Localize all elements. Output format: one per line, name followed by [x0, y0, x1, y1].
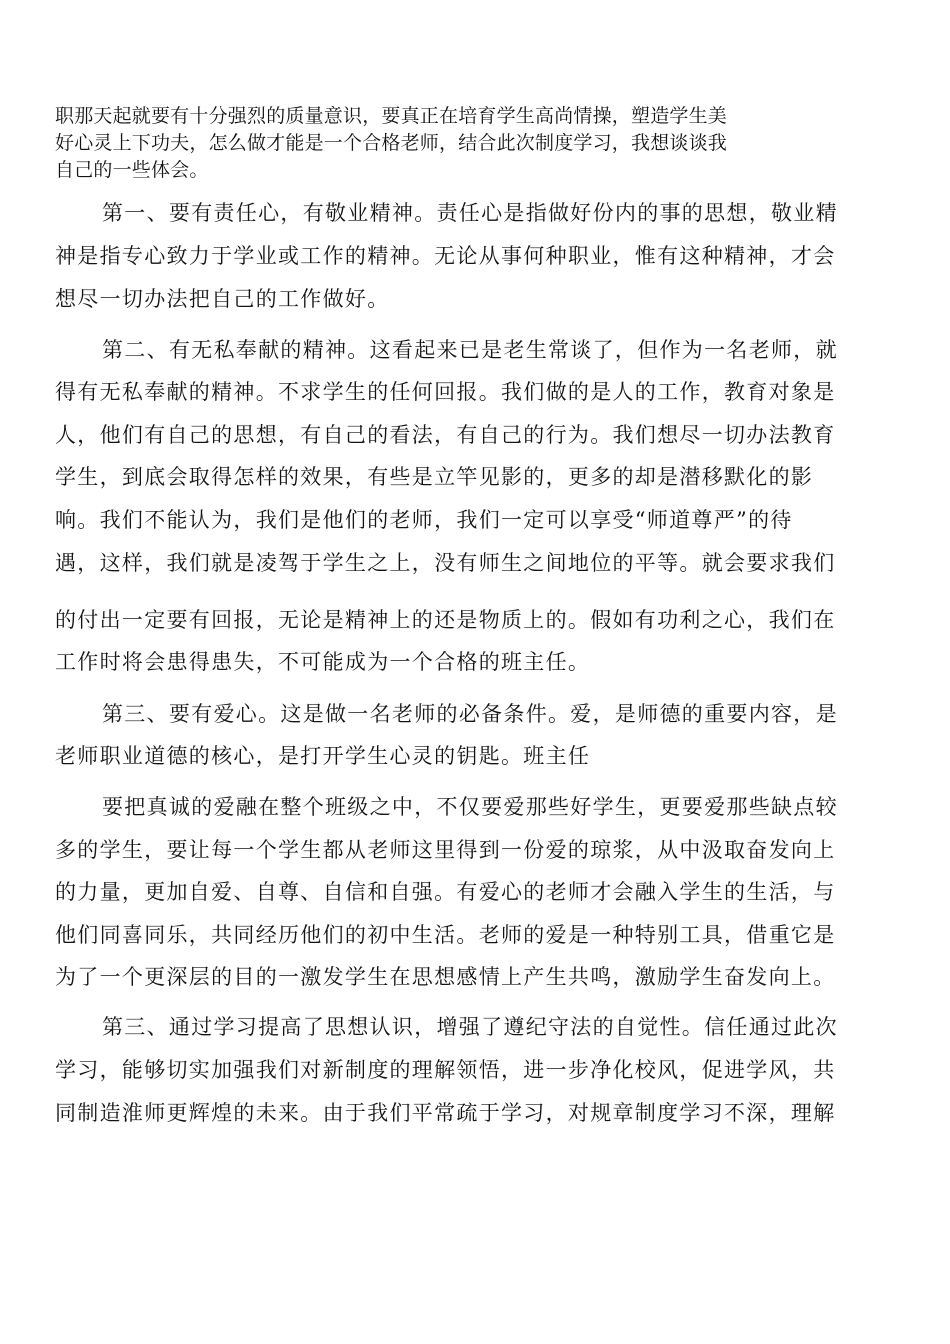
paragraph-2-line-6: 遇，这样，我们就是凌驾于学生之上，没有师生之间地位的平等。就会要求我们 [55, 551, 836, 575]
paragraph-4-line-1: 要把真诚的爱融在整个班级之中，不仅要爱那些好学生，更要爱那些缺点较 [102, 795, 838, 819]
paragraph-5-line-2: 学习，能够切实加强我们对新制度的理解领悟，进一步净化校风，促进学风，共 [55, 1058, 836, 1082]
paragraph-2-line-4: 学生，到底会取得怎样的效果，有些是立竿见影的，更多的却是潜移默化的影 [55, 465, 814, 489]
paragraph-2-line-5: 响。我们不能认为，我们是他们的老师，我们一定可以享受“师道尊严”的待 [55, 508, 793, 532]
paragraph-5-line-1: 第三、通过学习提高了思想认识，增强了遵纪守法的自觉性。信任通过此次 [102, 1015, 838, 1039]
paragraph-1-line-3: 想尽一切办法把自己的工作做好。 [55, 287, 390, 311]
paragraph-2-line-8: 工作时将会患得患失，不可能成为一个合格的班主任。 [55, 650, 591, 674]
paragraph-2-line-3: 人，他们有自己的思想，有自己的看法，有自己的行为。我们想尽一切办法教育 [55, 423, 836, 447]
intro-line-2: 好心灵上下功夫，怎么做才能是一个合格老师，结合此次制度学习，我想谈谈我 [55, 132, 728, 154]
paragraph-5-line-3: 同制造淮师更辉煌的未来。由于我们平常疏于学习，对规章制度学习不深，理解 [55, 1101, 836, 1125]
paragraph-4-line-5: 为了一个更深层的目的一激发学生在思想感情上产生共鸣，激励学生奋发向上。 [55, 965, 836, 989]
paragraph-2-line-2: 得有无私奉献的精神。不求学生的任何回报。我们做的是人的工作，教育对象是 [55, 380, 836, 404]
intro-line-3: 自己的一些体会。 [55, 159, 209, 181]
paragraph-4-line-3: 的力量，更加自爱、自尊、自信和自强。有爱心的老师才会融入学生的生活，与 [55, 880, 836, 904]
paragraph-1-line-2: 神是指专心致力于学业或工作的精神。无论从事何种职业，惟有这种精神，才会 [55, 244, 836, 268]
paragraph-2-line-1: 第二、有无私奉献的精神。这看起来已是老生常谈了，但作为一名老师，就 [102, 338, 838, 362]
paragraph-1-line-1: 第一、要有责任心，有敬业精神。责任心是指做好份内的事的思想，敬业精 [102, 201, 838, 225]
intro-line-1: 职那天起就要有十分强烈的质量意识，要真正在培育学生高尚情操，塑造学生美 [55, 105, 728, 127]
paragraph-3-line-2: 老师职业道德的核心，是打开学生心灵的钥匙。班主任 [55, 744, 591, 768]
paragraph-3-line-1: 第三、要有爱心。这是做一名老师的必备条件。爱，是师德的重要内容，是 [102, 702, 838, 726]
paragraph-2-line-7: 的付出一定要有回报，无论是精神上的还是物质上的。假如有功利之心，我们在 [55, 608, 836, 632]
paragraph-4-line-2: 多的学生，要让每一个学生都从老师这里得到一份爱的琼浆，从中汲取奋发向上 [55, 838, 836, 862]
paragraph-4-line-4: 他们同喜同乐，共同经历他们的初中生活。老师的爱是一种特别工具，借重它是 [55, 923, 836, 947]
